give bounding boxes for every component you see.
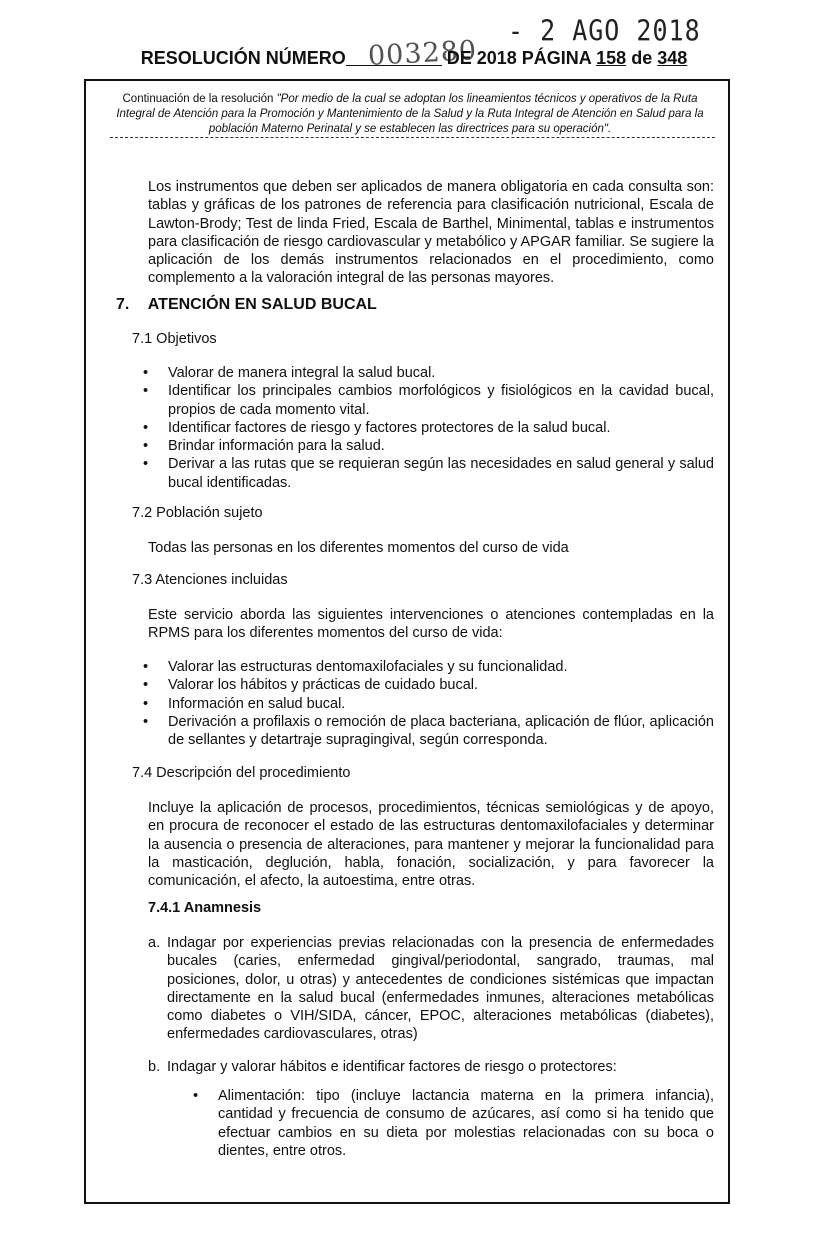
page-header [0,48,828,69]
bullet-icon: • [143,419,149,436]
header-mid: DE 2018 PÁGINA [446,48,592,68]
attentions-list [140,658,714,749]
list-item: • Alimentación: tipo (incluye lactancia materna en la primera infancia), cantidad y frecuencia de consumo de azúcares, así como si ha tenido que efectuar cambios en su dieta por molestias relacionadas con su boca o dientes, entre otros. [193,1088,714,1159]
list-item: b. Indagar y valorar hábitos e identificar factores de riesgo o protectores: [148,1058,617,1075]
list-item: • Valorar los hábitos y prácticas de cuidado bucal. [143,677,479,694]
bullet-icon: • [143,677,149,694]
list-item: • Valorar las estructuras dentomaxilofaciales y su funcionalidad. [143,659,568,675]
list-item: • Derivación a profilaxis o remoción de placa bacteriana, aplicación de flúor, aplicación de sellantes y detartraje supragingival, según corresponda. [143,713,714,749]
section-heading [116,296,377,314]
header-number-line [346,51,442,66]
subsection-attentions: 7.3 Atenciones incluidas [132,572,288,588]
population-text: Todas las personas en los diferentes momentos del curso de vida [148,540,569,556]
list-item: • Brindar información para la salud. [143,438,385,455]
list-item: • Derivar a las rutas que se requieran según las necesidades en salud general y salud bucal identificadas. [143,456,714,491]
bullet-icon: • [143,456,149,473]
anamnesis-sublist [190,1087,714,1160]
list-item: a. Indagar por experiencias previas relacionadas con la presencia de enfermedades bucales (caries, enfermedad gingival/periodontal, sangrado, traumas, mal posiciones, dolor, u otras) y antecedentes de condiciones sistémicas que impactan directamente en la salud bucal (enfermedades inmunes, alteraciones metabólicas como diabetes o VIH/SIDA, cáncer, EPOC, alteraciones metabólicas (diabetes), enfermedades cardiovasculares, otras) [148,935,714,1043]
subsection-objectives: 7.1 Objetivos [132,331,217,347]
header-total: 348 [657,48,688,68]
bullet-icon: • [193,1088,199,1104]
intro-paragraph: Los instrumentos que deben ser aplicados de manera obligatoria en cada consulta son: tablas y gráficas de los patrones de referencia para clasificación nutricional, Escala de Lawton-Brody; Test de linda Fried, Escala de Barthel, Minimental, tablas e instrumentos para clasificación de riesgo cardiovascular y metabólico y APGAR familiar. Se sugiere la aplicación de los demás instrumentos relacionados en el procedimiento, como complemento a la valoración integral de las personas mayores. [148,179,714,287]
objectives-list [140,364,714,492]
bullet-icon: • [143,383,149,400]
bullet-icon: • [143,713,149,730]
list-item: • Información en salud bucal. [143,695,346,712]
subsection-procedure: 7.4 Descripción del procedimiento [132,765,351,781]
list-item: • Valorar de manera integral la salud bucal. [143,365,436,381]
subsection-anamnesis: 7.4.1 Anamnesis [148,900,262,916]
stamp-number: 003280 [367,35,478,72]
bullet-icon: • [143,438,149,455]
anamnesis-list [148,934,714,1076]
continuation-lead: Continuación de la resolución [122,93,274,105]
subsection-population: 7.2 Población sujeto [132,505,263,521]
section-title: ATENCIÓN EN SALUD BUCAL [147,296,377,313]
stamp-date: - 2 AGO 2018 [508,13,701,48]
header-prefix: RESOLUCIÓN NÚMERO [140,48,346,68]
dashed-divider [110,137,715,138]
continuation-note [110,92,710,137]
attentions-text: Este servicio aborda las siguientes intervenciones o atenciones contempladas en la RPMS para los diferentes momentos del curso de vida: [148,607,714,642]
header-of: de [631,48,653,68]
procedure-text: Incluye la aplicación de procesos, procedimientos, técnicas semiológicas y de apoyo, en procura de reconocer el estado de las estructuras dentomaxilofaciales y determinar la ausencia o presencia de alteraciones, para mantener y mejorar la funcionalidad para la masticación, deglución, habla, fonación, socialización, y para favorecer la comunicación, el afecto, la autoestima, entre otras. [148,800,714,890]
list-item: • Identificar los principales cambios morfológicos y fisiológicos en la cavidad bucal, propios de cada momento vital. [143,383,714,418]
continuation-text: "Por medio de la cual se adoptan los lineamientos técnicos y operativos de la Ruta Integral de Atención para la Promoción y Mantenimiento de la Salud y la Ruta Integral de Atención en Salud para la población Materno Perinatal y se establecen las directrices para su operación". [116,93,704,135]
bullet-icon: • [143,695,149,712]
bullet-icon: • [143,365,149,381]
list-item: • Identificar factores de riesgo y factores protectores de la salud bucal. [143,419,611,436]
header-page: 158 [596,48,627,68]
section-number: 7. [116,296,130,313]
bullet-icon: • [143,659,149,675]
